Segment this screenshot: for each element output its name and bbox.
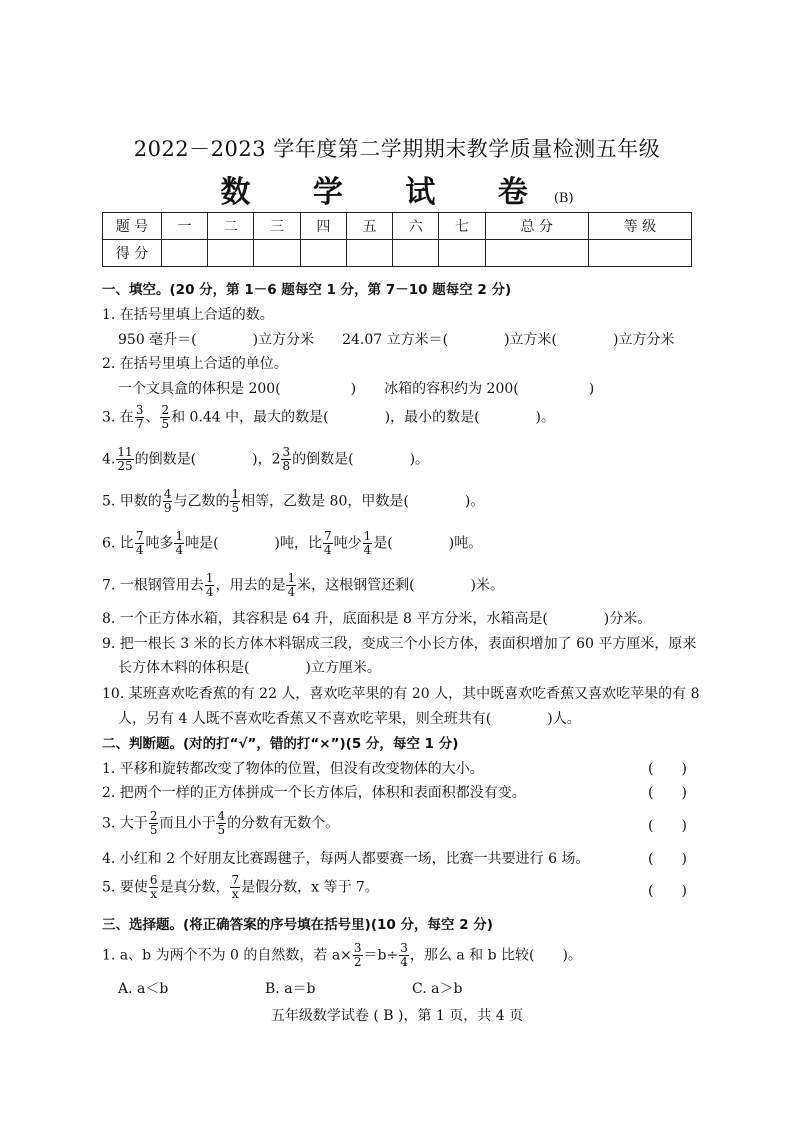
numerator: 4 <box>163 487 172 501</box>
question-10: 10. 某班喜欢吃香蕉的有 22 人，喜欢吃苹果的有 20 人，其中既喜欢吃香蕉又喜欢吃苹果的有 8 <box>102 686 700 702</box>
numerator: 11 <box>117 445 133 459</box>
answer-paren[interactable]: ( ) <box>648 883 687 899</box>
question-2-content: 一个文具盒的体积是 200( ) 冰箱的容积约为 200( ) <box>118 381 595 397</box>
fraction <box>163 488 173 515</box>
fraction <box>135 404 145 431</box>
judge-1: 1. 平移和旋转都改变了物体的位置，但没有改变物体的大小。 <box>102 761 484 777</box>
question-9-cont: 长方体木料的体积是( )立方厘米。 <box>118 660 381 676</box>
question-1: 1. 在括号里填上合适的数。 <box>102 307 274 323</box>
numerator: 1 <box>231 487 240 501</box>
denominator: 5 <box>217 823 226 837</box>
fraction <box>149 810 159 837</box>
numerator: 2 <box>161 403 170 417</box>
numerator: 3 <box>282 445 291 459</box>
numerator: 3 <box>353 941 362 955</box>
question-1-content: 950 毫升＝( )立方分米 24.07 立方米＝( )立方米( )立方分米 <box>118 332 675 348</box>
question-6 <box>102 530 482 557</box>
fraction <box>286 572 296 599</box>
denominator: 4 <box>287 585 296 599</box>
question-8: 8. 一个正方体水箱，其容积是 64 升，底面积是 8 平方分米，水箱高是( )分米。 <box>102 611 652 627</box>
version-label: (B) <box>553 191 574 206</box>
j3-text: 而且小于 <box>159 815 216 832</box>
score-cell: 六 <box>393 213 439 240</box>
denominator: 4 <box>135 543 144 557</box>
section-3-heading: 三、选择题。(将正确答案的序号填在括号里)(10 分，每空 2 分) <box>102 917 493 933</box>
q6-text: 吨是( )吨，比 <box>185 535 323 552</box>
q3-text: 、 <box>145 409 160 426</box>
q7-text: 7. 一根钢管用去 <box>102 577 204 594</box>
option-a[interactable]: A. a＜b <box>118 981 169 997</box>
score-entry[interactable] <box>393 240 439 267</box>
fraction <box>116 446 133 473</box>
numerator: 3 <box>135 403 144 417</box>
fraction <box>323 530 333 557</box>
numerator: 4 <box>217 809 226 823</box>
question-10-cont: 人，另有 4 人既不喜欢吃香蕉又不喜欢吃苹果，则全班共有( )人。 <box>118 711 581 727</box>
denominator: 2 <box>353 955 362 969</box>
numerator: 7 <box>231 873 240 887</box>
denominator: x <box>150 887 158 901</box>
score-header-row <box>103 213 692 240</box>
fraction <box>135 530 145 557</box>
score-cell: 等 级 <box>588 213 691 240</box>
c1-text: ，那么 a 和 b 比较( )。 <box>409 947 582 964</box>
score-cell: 得 分 <box>103 240 162 267</box>
score-entry[interactable] <box>439 240 485 267</box>
score-table <box>102 212 692 267</box>
answer-paren[interactable]: ( ) <box>648 761 687 777</box>
denominator: 4 <box>363 543 372 557</box>
fraction <box>160 404 170 431</box>
score-entry[interactable] <box>346 240 392 267</box>
score-cell: 一 <box>162 213 208 240</box>
fraction <box>363 530 373 557</box>
j5-text: 是假分数，x 等于 7。 <box>241 879 379 896</box>
q7-text: ，用去的是 <box>215 577 286 594</box>
answer-paren[interactable]: ( ) <box>648 785 687 801</box>
q4-text: 的倒数是( )，2 <box>134 451 281 468</box>
q5-text: 相等，乙数是 80，甲数是( )。 <box>241 493 485 510</box>
question-4 <box>102 446 429 473</box>
q4-text: 的倒数是( )。 <box>292 451 430 468</box>
q6-text: 是( )吨。 <box>373 535 483 552</box>
judge-5 <box>102 874 379 901</box>
q4-text: 4. <box>102 451 116 468</box>
fraction <box>353 942 363 969</box>
question-7 <box>102 572 504 599</box>
numerator: 1 <box>205 571 214 585</box>
numerator: 7 <box>135 529 144 543</box>
numerator: 3 <box>400 941 408 955</box>
fraction <box>281 446 291 473</box>
exam-title: 2022－2023 学年度第二学期期末教学质量检测五年级 <box>133 137 661 161</box>
option-c[interactable]: C. a＞b <box>412 981 463 997</box>
fraction <box>230 488 240 515</box>
score-entry[interactable] <box>254 240 300 267</box>
numerator: 7 <box>324 529 332 543</box>
section-1-heading: 一、填空。(20 分，第 1－6 题每空 1 分，第 7－10 题每空 2 分) <box>102 282 512 298</box>
score-cell: 五 <box>346 213 392 240</box>
numerator: 6 <box>149 873 158 887</box>
question-2: 2. 在括号里填上合适的单位。 <box>102 356 288 372</box>
numerator: 1 <box>175 529 184 543</box>
q3-text: 和 0.44 中，最大的数是( )，最小的数是( )。 <box>171 409 556 426</box>
c1-text: ＝b÷ <box>363 947 399 964</box>
question-5 <box>102 488 484 515</box>
score-entry[interactable] <box>588 240 691 267</box>
j3-text: 3. 大于 <box>102 815 148 832</box>
fraction <box>149 874 159 901</box>
j3-text: 的分数有无数个。 <box>227 815 340 832</box>
choice-1 <box>102 942 582 969</box>
denominator: 4 <box>324 543 332 557</box>
judge-3 <box>102 810 339 837</box>
denominator: 5 <box>231 501 240 515</box>
q6-text: 6. 比 <box>102 535 134 552</box>
fraction <box>174 530 184 557</box>
section-2-heading: 二、判断题。(对的打“√”，错的打“×”)(5 分，每空 1 分) <box>102 736 459 752</box>
denominator: 8 <box>282 459 291 473</box>
numerator: 2 <box>149 809 158 823</box>
numerator: 1 <box>363 529 372 543</box>
denominator: 5 <box>161 417 170 431</box>
score-entry[interactable] <box>162 240 208 267</box>
score-cell: 二 <box>208 213 254 240</box>
score-input-row <box>103 240 692 267</box>
fraction <box>205 572 215 599</box>
j5-text: 是真分数， <box>159 879 230 896</box>
score-cell: 四 <box>300 213 346 240</box>
score-entry[interactable] <box>485 240 588 267</box>
option-b[interactable]: B. a＝b <box>265 981 316 997</box>
q5-text: 与乙数的 <box>173 493 230 510</box>
numerator: 1 <box>287 571 296 585</box>
denominator: 4 <box>175 543 184 557</box>
fraction <box>230 874 240 901</box>
judge-4: 4. 小红和 2 个好朋友比赛踢毽子，每两人都要赛一场，比赛一共要进行 6 场。 <box>102 851 590 867</box>
denominator: x <box>231 887 239 901</box>
answer-paren[interactable]: ( ) <box>648 851 687 867</box>
score-cell: 七 <box>439 213 485 240</box>
denominator: 25 <box>117 459 133 473</box>
question-3 <box>102 404 555 431</box>
judge-2: 2. 把两个一样的正方体拼成一个长方体后，体积和表面积都没有变。 <box>102 785 526 801</box>
q7-text: 米，这根钢管还剩( )米。 <box>297 577 505 594</box>
denominator: 7 <box>135 417 144 431</box>
question-9: 9. 把一根长 3 米的长方体木料锯成三段，变成三个小长方体，表面积增加了 60 平方厘米，原来 <box>102 636 697 652</box>
answer-paren[interactable]: ( ) <box>648 818 687 834</box>
score-entry[interactable] <box>300 240 346 267</box>
q6-text: 吨少 <box>333 535 362 552</box>
page-footer: 五年级数学试卷 ( B )，第 1 页，共 4 页 <box>270 1008 524 1024</box>
denominator: 9 <box>163 501 172 515</box>
score-cell: 题 号 <box>103 213 162 240</box>
q5-text: 5. 甲数的 <box>102 493 162 510</box>
denominator: 4 <box>400 955 408 969</box>
subject-text: 数 学 试 卷 <box>220 175 554 210</box>
q3-text: 3. 在 <box>102 409 134 426</box>
fraction <box>216 810 226 837</box>
j5-text: 5. 要使 <box>102 879 148 896</box>
denominator: 5 <box>149 823 158 837</box>
fraction <box>399 942 409 969</box>
denominator: 4 <box>205 585 214 599</box>
score-cell: 总 分 <box>485 213 588 240</box>
c1-text: 1. a、b 为两个不为 0 的自然数，若 a× <box>102 947 352 964</box>
exam-subject <box>0 167 794 211</box>
score-cell: 三 <box>254 213 300 240</box>
q6-text: 吨多 <box>145 535 174 552</box>
score-entry[interactable] <box>208 240 254 267</box>
